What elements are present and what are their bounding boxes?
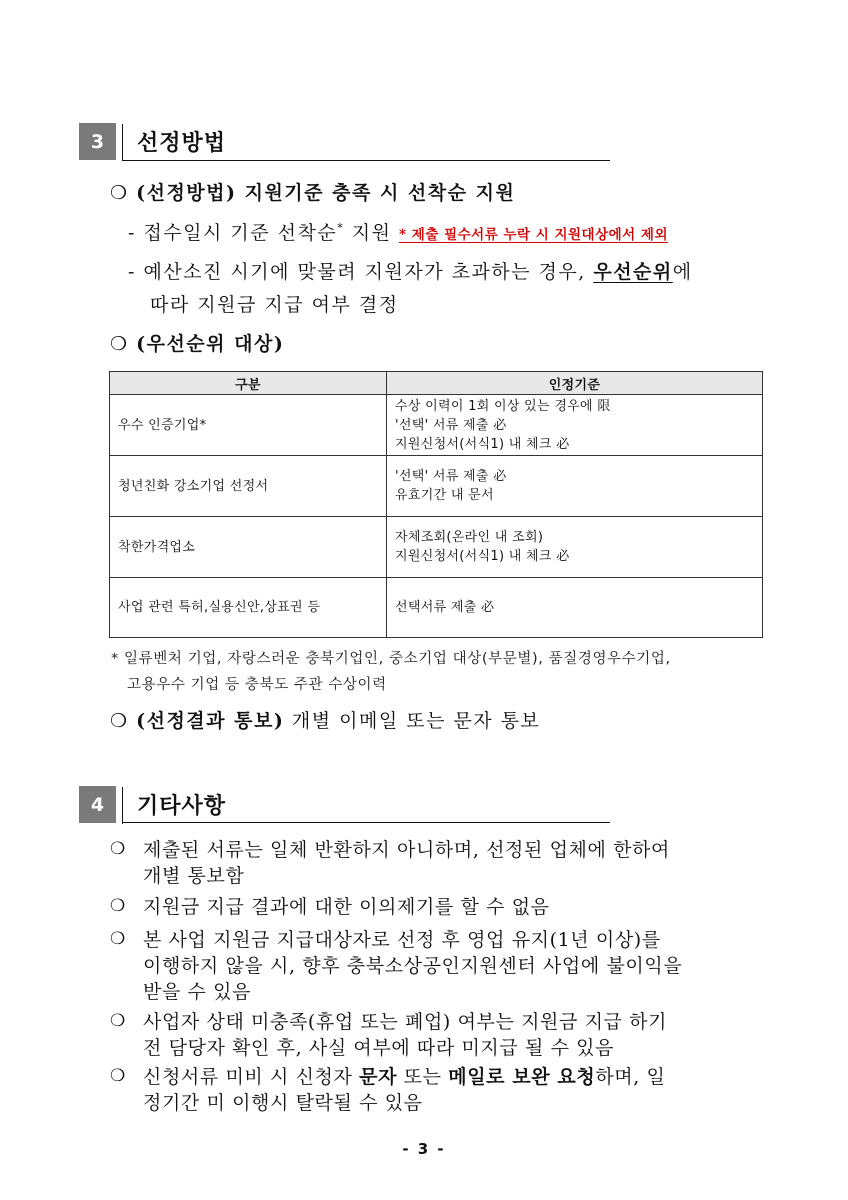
required-docs-warning: * 제출 필수서류 누락 시 지원대상에서 제외 xyxy=(399,227,669,243)
bullet-result-notice: ❍ (선정결과 통보) 개별 이메일 또는 문자 통보 xyxy=(110,710,541,732)
table-cell-criteria: 수상 이력이 1회 이상 있는 경우에 限 '선택' 서류 제출 必 지원신청서(서식1) 내 체크 必 xyxy=(387,395,763,456)
column-header-criteria: 인정기준 xyxy=(387,372,763,395)
section-number-badge: 4 xyxy=(79,786,116,823)
table-cell-criteria: '선택' 서류 제출 必 유효기간 내 문서 xyxy=(387,456,763,517)
page-number: - 3 - xyxy=(402,1140,446,1158)
bullet-icon: ❍ xyxy=(110,710,129,732)
table-cell-category: 착한가격업소 xyxy=(110,517,387,578)
table-cell-category: 사업 관련 특허,실용신안,상표권 등 xyxy=(110,578,387,638)
priority-criteria-table xyxy=(109,371,763,638)
table-row xyxy=(110,517,763,578)
bullet-icon: ❍ xyxy=(110,1011,126,1031)
bullet-icon: ❍ xyxy=(110,839,126,859)
list-item: 제출된 서류는 일체 반환하지 아니하며, 선정된 업체에 한하여 개별 통보함 xyxy=(143,839,670,887)
bullet-icon: ❍ xyxy=(110,1066,126,1086)
list-item: 본 사업 지원금 지급대상자로 선정 후 영업 유지(1년 이상)를 이행하지 않을 시, 향후 충북소상공인지원센터 사업에 불이익을 받을 수 있음 xyxy=(143,929,683,1003)
table-cell-category: 우수 인증기업* xyxy=(110,395,387,456)
column-header-category: 구분 xyxy=(110,372,387,395)
section-title: 기타사항 xyxy=(137,793,227,819)
section-header-divider xyxy=(122,124,123,161)
bullet-icon: ❍ xyxy=(110,929,126,949)
table-cell-category: 청년친화 강소기업 선정서 xyxy=(110,456,387,517)
table-row xyxy=(110,456,763,517)
list-item: 지원금 지급 결과에 대한 이의제기를 할 수 없음 xyxy=(143,896,550,918)
bullet-selection-method: ❍ (선정방법) 지원기준 충족 시 선착순 지원 xyxy=(110,182,516,204)
section-title-rule xyxy=(122,822,610,823)
table-cell-criteria: 선택서류 제출 必 xyxy=(387,578,763,638)
table-footnote-line1: * 일류벤처 기업, 자랑스러운 충북기업인, 중소기업 대상(부문별), 품질경영우수기업, xyxy=(111,651,671,667)
bullet-icon: ❍ xyxy=(110,896,126,916)
table-header-row xyxy=(110,372,763,395)
section-number-badge: 3 xyxy=(79,123,116,160)
bullet-priority-targets: ❍ (우선순위 대상) xyxy=(110,333,285,355)
section-header-divider xyxy=(122,787,123,824)
priority-emphasis: 우선순위 xyxy=(593,261,673,283)
dash-item-first-come: - 접수일시 기준 선착순* 지원 * 제출 필수서류 누락 시 지원대상에서 제외 xyxy=(128,221,669,244)
table-row xyxy=(110,395,763,456)
table-cell-criteria: 자체조회(온라인 내 조회) 지원신청서(서식1) 내 체크 必 xyxy=(387,517,763,578)
dash-item-budget-line2: 따라 지원금 지급 여부 결정 xyxy=(150,294,399,316)
section-title: 선정방법 xyxy=(137,130,227,156)
bullet-icon: ❍ xyxy=(110,333,129,355)
list-item: 신청서류 미비 시 신청자 문자 또는 메일로 보완 요청하며, 일 정기간 미 이행시 탈락될 수 있음 xyxy=(143,1066,666,1114)
table-row xyxy=(110,578,763,638)
section-title-rule xyxy=(122,160,610,161)
table-footnote-line2: 고용우수 기업 등 충북도 주관 수상이력 xyxy=(127,677,387,693)
bullet-icon: ❍ xyxy=(110,182,129,204)
dash-item-budget: - 예산소진 시기에 맞물려 지원자가 초과하는 경우, 우선순위에 xyxy=(128,261,693,283)
list-item: 사업자 상태 미충족(휴업 또는 폐업) 여부는 지원금 지급 하기 전 담당자 확인 후, 사실 여부에 따라 미지급 될 수 있음 xyxy=(143,1011,668,1059)
